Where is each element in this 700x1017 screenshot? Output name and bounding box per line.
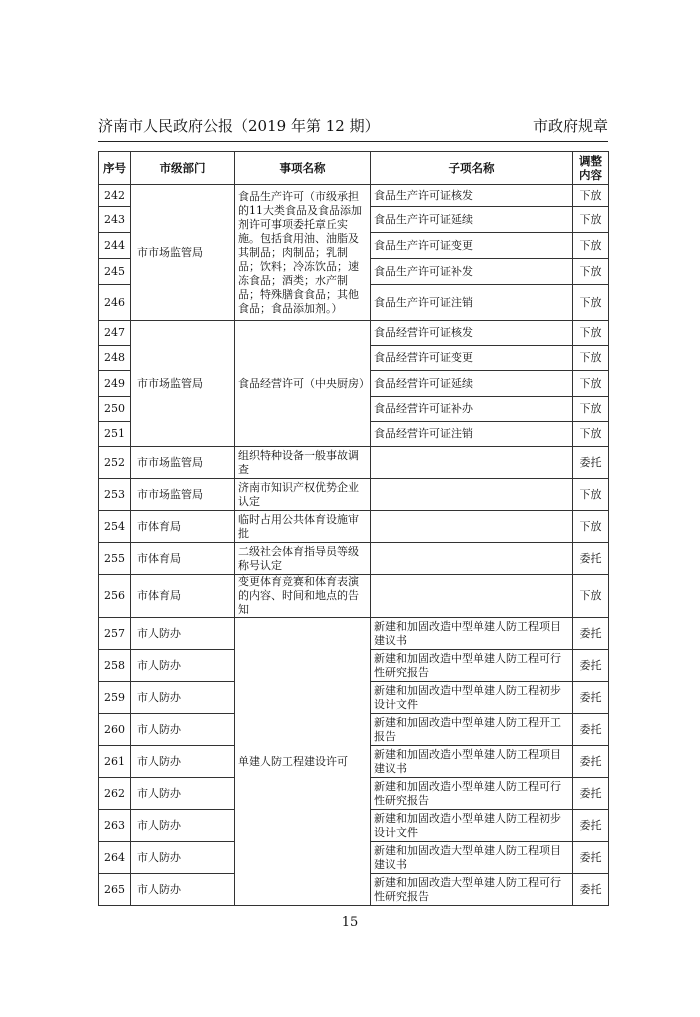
sub-item-cell: 新建和加固改造小型单建人防工程初步设计文件 [371, 810, 573, 842]
adjustment-cell: 下放 [573, 575, 609, 618]
sub-item-cell: 新建和加固改造小型单建人防工程项目建议书 [371, 746, 573, 778]
row-number: 255 [99, 543, 131, 575]
item-name-cell: 临时占用公共体育设施审批 [235, 511, 371, 543]
department-cell: 市人防办 [131, 618, 235, 650]
department-cell: 市人防办 [131, 650, 235, 682]
sub-item-cell: 食品生产许可证补发 [371, 259, 573, 285]
item-name-cell: 济南市知识产权优势企业认定 [235, 479, 371, 511]
adjustment-cell: 委托 [573, 447, 609, 479]
col-header-no: 序号 [99, 152, 131, 185]
row-number: 249 [99, 371, 131, 397]
item-name-cell: 食品生产许可（市级承担的11大类食品及食品添加剂许可事项委托章丘实施。包括食用油、油脂及其制品；肉制品；乳制品；饮料；冷冻饮品；速冻食品；酒类；水产制品；特殊膳食食品；其他食品；食品添加剂。） [235, 185, 371, 321]
department-cell: 市人防办 [131, 746, 235, 778]
row-number: 259 [99, 682, 131, 714]
row-number: 261 [99, 746, 131, 778]
sub-item-cell: 食品生产许可证延续 [371, 207, 573, 233]
sub-item-cell: 食品生产许可证变更 [371, 233, 573, 259]
adjustment-cell: 下放 [573, 259, 609, 285]
sub-item-cell: 新建和加固改造小型单建人防工程可行性研究报告 [371, 778, 573, 810]
adjustment-cell: 下放 [573, 422, 609, 447]
department-cell: 市市场监管局 [131, 321, 235, 447]
adjustment-cell: 委托 [573, 682, 609, 714]
sub-item-cell: 食品经营许可证延续 [371, 371, 573, 397]
row-number: 253 [99, 479, 131, 511]
table-row [99, 479, 609, 511]
row-number: 246 [99, 285, 131, 321]
item-name-cell: 组织特种设备一般事故调查 [235, 447, 371, 479]
table-header-row [99, 152, 609, 185]
adjustment-cell: 委托 [573, 714, 609, 746]
adjustment-cell: 委托 [573, 810, 609, 842]
row-number: 256 [99, 575, 131, 618]
sub-item-cell: 新建和加固改造中型单建人防工程初步设计文件 [371, 682, 573, 714]
row-number: 265 [99, 874, 131, 906]
sub-item-cell: 食品生产许可证核发 [371, 185, 573, 207]
row-number: 242 [99, 185, 131, 207]
sub-item-cell: 食品经营许可证注销 [371, 422, 573, 447]
department-cell: 市市场监管局 [131, 185, 235, 321]
page-header [98, 112, 608, 140]
department-cell: 市市场监管局 [131, 479, 235, 511]
row-number: 250 [99, 397, 131, 422]
adjustment-cell: 下放 [573, 233, 609, 259]
department-cell: 市人防办 [131, 842, 235, 874]
row-number: 257 [99, 618, 131, 650]
item-name-cell: 食品经营许可（中央厨房） [235, 321, 371, 447]
row-number: 264 [99, 842, 131, 874]
col-header-dept: 市级部门 [131, 152, 235, 185]
table-row [99, 618, 609, 650]
row-number: 243 [99, 207, 131, 233]
adjustment-cell: 下放 [573, 371, 609, 397]
row-number: 248 [99, 346, 131, 371]
department-cell: 市人防办 [131, 714, 235, 746]
department-cell: 市体育局 [131, 543, 235, 575]
sub-item-cell [371, 543, 573, 575]
sub-item-cell: 食品经营许可证核发 [371, 321, 573, 346]
adjustment-cell: 下放 [573, 207, 609, 233]
col-header-sub: 子项名称 [371, 152, 573, 185]
row-number: 245 [99, 259, 131, 285]
table-row [99, 185, 609, 207]
table-row [99, 543, 609, 575]
adjustment-cell: 委托 [573, 618, 609, 650]
item-name-cell: 单建人防工程建设许可 [235, 618, 371, 906]
section-title: 市政府规章 [532, 117, 608, 135]
row-number: 262 [99, 778, 131, 810]
department-cell: 市体育局 [131, 575, 235, 618]
sub-item-cell: 新建和加固改造大型单建人防工程项目建议书 [371, 842, 573, 874]
row-number: 252 [99, 447, 131, 479]
adjustment-cell: 委托 [573, 543, 609, 575]
adjustment-cell: 委托 [573, 842, 609, 874]
adjustment-cell: 委托 [573, 746, 609, 778]
department-cell: 市人防办 [131, 682, 235, 714]
department-cell: 市人防办 [131, 874, 235, 906]
sub-item-cell: 新建和加固改造中型单建人防工程开工报告 [371, 714, 573, 746]
sub-item-cell: 新建和加固改造中型单建人防工程可行性研究报告 [371, 650, 573, 682]
col-header-adj: 调整内容 [573, 152, 609, 185]
adjustment-cell: 委托 [573, 874, 609, 906]
row-number: 258 [99, 650, 131, 682]
sub-item-cell: 食品经营许可证补办 [371, 397, 573, 422]
department-cell: 市体育局 [131, 511, 235, 543]
row-number: 251 [99, 422, 131, 447]
adjustment-cell: 下放 [573, 511, 609, 543]
adjustment-cell: 下放 [573, 285, 609, 321]
row-number: 254 [99, 511, 131, 543]
sub-item-cell: 食品生产许可证注销 [371, 285, 573, 321]
department-cell: 市人防办 [131, 778, 235, 810]
item-name-cell: 二级社会体育指导员等级称号认定 [235, 543, 371, 575]
col-header-item: 事项名称 [235, 152, 371, 185]
adjustment-cell: 下放 [573, 479, 609, 511]
row-number: 244 [99, 233, 131, 259]
department-cell: 市人防办 [131, 810, 235, 842]
header-rule [98, 141, 608, 142]
table-row [99, 575, 609, 618]
adjustment-cell: 下放 [573, 185, 609, 207]
adjustment-cell: 下放 [573, 346, 609, 371]
adjustment-cell: 委托 [573, 778, 609, 810]
sub-item-cell [371, 575, 573, 618]
row-number: 247 [99, 321, 131, 346]
item-name-cell: 变更体育竞赛和体育表演的内容、时间和地点的告知 [235, 575, 371, 618]
table-row [99, 321, 609, 346]
row-number: 260 [99, 714, 131, 746]
department-cell: 市市场监管局 [131, 447, 235, 479]
sub-item-cell: 新建和加固改造大型单建人防工程可行性研究报告 [371, 874, 573, 906]
adjustment-cell: 委托 [573, 650, 609, 682]
sub-item-cell: 新建和加固改造中型单建人防工程项目建议书 [371, 618, 573, 650]
page-number: 15 [341, 915, 359, 930]
sub-item-cell: 食品经营许可证变更 [371, 346, 573, 371]
table-row [99, 511, 609, 543]
adjustment-cell: 下放 [573, 321, 609, 346]
adjustment-cell: 下放 [573, 397, 609, 422]
row-number: 263 [99, 810, 131, 842]
items-table [98, 151, 609, 906]
table-row [99, 447, 609, 479]
gazette-title: 济南市人民政府公报（2019 年第 12 期） [98, 117, 380, 135]
sub-item-cell [371, 511, 573, 543]
sub-item-cell [371, 479, 573, 511]
sub-item-cell [371, 447, 573, 479]
